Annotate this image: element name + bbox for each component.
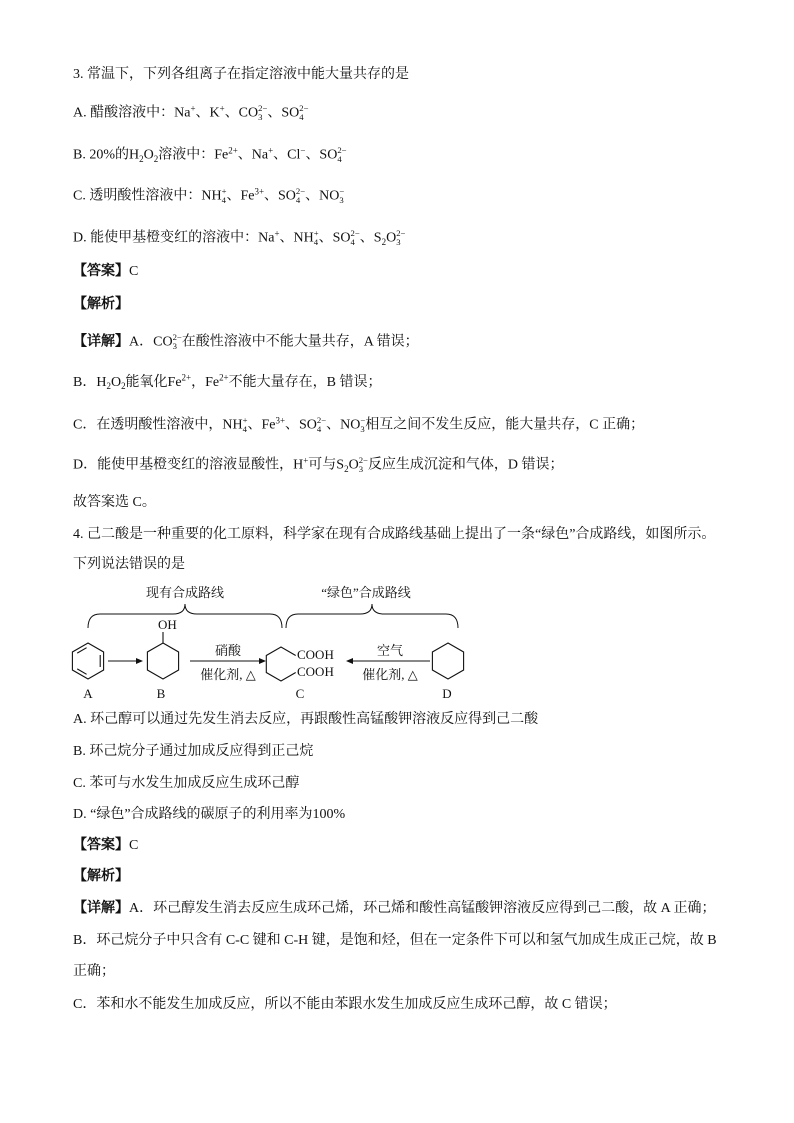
- reagent-air: 空气: [376, 643, 404, 658]
- cyclohexane-ring: [147, 643, 178, 679]
- atom-count-subscript: 4: [295, 194, 301, 205]
- charge-superscript: +: [242, 415, 248, 425]
- text-run: C．苯和水不能发生加成反应，所以不能由苯跟水发生加成反应生成环己醇，故 C 错误；: [73, 997, 617, 1012]
- q3-stem: [73, 66, 409, 84]
- charge-superscript: 2−: [295, 186, 306, 196]
- compound-label-d: D: [442, 686, 452, 701]
- text-run: 下列说法错误的是: [73, 557, 185, 572]
- hydroxyl-group-label: OH: [158, 617, 177, 632]
- cyclohexanol-structure: [147, 617, 178, 701]
- charge-superscript: 2−: [358, 455, 368, 465]
- atom-count-subscript: 3: [258, 111, 263, 122]
- benzene-ring: [72, 643, 103, 679]
- text-run: 、SO: [285, 417, 317, 433]
- superscript: 2+: [228, 145, 238, 156]
- text-run: A. 环己醇可以通过先发生消去反应，再跟酸性高锰酸钾溶液反应得到己二酸: [73, 712, 539, 727]
- subscript: 2: [139, 153, 144, 164]
- text-run: 、Cl: [273, 147, 301, 163]
- atom-count-subscript: 4: [313, 236, 319, 247]
- text-run: 、NO: [305, 188, 340, 204]
- text-run: 相互之间不发生反应，能大量共存，C 正确；: [365, 417, 645, 433]
- text-run: 、SO: [305, 147, 338, 163]
- compound-label-a: A: [83, 686, 93, 701]
- reagent-nitric-acid: 硝酸: [214, 643, 242, 658]
- charge-superscript: +: [221, 186, 227, 196]
- charge-superscript: −: [360, 415, 366, 425]
- superscript: +: [274, 228, 280, 239]
- arrow-d-to-c: [346, 643, 430, 682]
- carbon-chain: [266, 647, 295, 681]
- q4-option-a: [73, 711, 538, 729]
- text-run: 3. 常温下，下列各组离子在指定溶液中能大量共存的是: [73, 67, 409, 82]
- q3-option-a: [73, 104, 309, 123]
- reaction-condition-1: 催化剂, △: [200, 667, 256, 682]
- charge-superscript: −: [339, 186, 345, 196]
- charge-superscript: 2−: [316, 415, 327, 425]
- text-run: C: [129, 838, 139, 853]
- subscript: 2: [153, 153, 159, 164]
- q4-answer: [73, 837, 138, 855]
- q4-explanation-b-cont: [73, 963, 115, 981]
- q3-explanation-d: [73, 456, 564, 475]
- q3-option-b: [73, 146, 347, 165]
- q4-option-c: [73, 775, 299, 793]
- charge-superscript: 2−: [258, 103, 268, 113]
- text-run: C. 苯可与水发生加成反应生成环己醇: [73, 776, 300, 791]
- carboxyl-group-top: COOH: [297, 647, 334, 662]
- adipic-acid-structure: [266, 647, 334, 701]
- q4-analysis-heading: [73, 868, 129, 886]
- atom-count-subscript: 3: [172, 340, 177, 351]
- ion-sub-sup: [359, 456, 368, 473]
- text-run: B. 20%的H: [73, 147, 140, 163]
- q3-explanation-c: [73, 416, 644, 435]
- text-run: 、NO: [326, 417, 361, 433]
- superscript: +: [219, 103, 225, 114]
- text-run: 、SO: [264, 188, 296, 204]
- q3-conclusion: [73, 494, 156, 512]
- charge-superscript: 2−: [396, 228, 406, 238]
- q3-explanation-b: [73, 374, 381, 392]
- q4-explanation-b: [73, 932, 717, 950]
- text-run: 、SO: [318, 230, 351, 246]
- superscript: +: [303, 455, 309, 466]
- ion-sub-sup: [258, 104, 267, 121]
- q4-explanation-a: [73, 900, 715, 918]
- text-run: B．环己烷分子中只含有 C-C 键和 C-H 键，是饱和烃，但在一定条件下可以和氢气加成生成正己烷，故 B: [73, 933, 717, 948]
- text-run: C: [129, 264, 139, 279]
- ion-sub-sup: [339, 187, 344, 204]
- text-run: 、S: [359, 230, 382, 246]
- atom-count-subscript: 4: [337, 153, 342, 164]
- bold-label: 【解析】: [73, 297, 129, 312]
- charge-superscript: 2−: [350, 228, 360, 238]
- text-run: 、NH: [279, 230, 314, 246]
- text-run: O: [143, 147, 154, 163]
- text-run: A．CO: [129, 334, 173, 350]
- text-run: O: [110, 375, 122, 390]
- superscript: 3+: [275, 415, 285, 426]
- synthesis-route-diagram: [0, 578, 794, 708]
- text-run: C．在透明酸性溶液中，NH: [73, 417, 243, 433]
- ion-sub-sup: [296, 187, 305, 204]
- text-run: 、Na: [237, 147, 269, 163]
- q3-explanation-a: [73, 333, 419, 352]
- superscript: +: [190, 103, 196, 114]
- charge-superscript: 2−: [337, 145, 347, 155]
- superscript: −: [300, 145, 306, 156]
- atom-count-subscript: 4: [316, 423, 322, 434]
- text-run: 、SO: [267, 105, 300, 121]
- q4-option-b: [73, 743, 313, 761]
- text-run: D．能使甲基橙变红的溶液显酸性，H: [73, 457, 304, 473]
- text-run: 能氧化Fe: [125, 375, 182, 390]
- arrow-b-to-c: [190, 643, 266, 682]
- compound-label-b: B: [156, 686, 166, 701]
- text-run: D. 能使甲基橙变红的溶液中：Na: [73, 230, 275, 246]
- charge-superscript: 2−: [172, 332, 182, 342]
- text-run: 溶液中：Fe: [158, 147, 229, 163]
- superscript: +: [268, 145, 274, 156]
- text-run: 、Fe: [226, 188, 255, 204]
- compound-label-c: C: [295, 686, 305, 701]
- superscript: 2+: [219, 372, 229, 383]
- q3-answer: [73, 263, 138, 281]
- subscript: 2: [381, 236, 387, 247]
- text-run: 在酸性溶液中不能大量共存，A 错误；: [181, 334, 419, 350]
- ion-sub-sup: [173, 333, 182, 350]
- atom-count-subscript: 3: [396, 236, 401, 247]
- superscript: 2+: [181, 372, 192, 383]
- subscript: 2: [121, 381, 126, 392]
- q4-stem-line-1: [73, 526, 715, 544]
- atom-count-subscript: 3: [339, 194, 344, 205]
- text-run: ，Fe: [191, 375, 220, 390]
- atom-count-subscript: 4: [242, 423, 247, 434]
- text-run: 、Fe: [247, 417, 276, 433]
- green-route-brace: [286, 604, 458, 628]
- existing-route-label: 现有合成路线: [145, 585, 225, 600]
- subscript: 2: [106, 381, 111, 392]
- cyclohexane-structure: [432, 643, 463, 701]
- bold-label: 【详解】: [73, 901, 129, 916]
- ion-sub-sup: [317, 416, 326, 433]
- text-run: B. 环己烷分子通过加成反应得到正己烷: [73, 744, 314, 759]
- reaction-condition-2: 催化剂, △: [362, 667, 418, 682]
- subscript: 2: [344, 463, 349, 474]
- green-route-group: [286, 585, 458, 628]
- text-run: 正确；: [73, 964, 115, 979]
- text-run: A．环己醇发生消去反应生成环己烯，环己烯和酸性高锰酸钾溶液反应得到己二酸，故 A 正确；: [129, 901, 716, 916]
- q3-option-d: [73, 229, 405, 248]
- atom-count-subscript: 4: [350, 236, 355, 247]
- q3-option-c: [73, 187, 344, 206]
- superscript: 3+: [254, 186, 264, 197]
- q4-stem-line-2: [73, 556, 185, 574]
- q4-option-d: [73, 806, 345, 824]
- bold-label: 【答案】: [73, 838, 129, 853]
- ion-sub-sup: [396, 229, 405, 246]
- existing-route-brace: [88, 604, 282, 628]
- q3-analysis-heading: [73, 296, 129, 314]
- atom-count-subscript: 3: [358, 463, 364, 474]
- ion-sub-sup: [351, 229, 360, 246]
- cyclohexane-ring: [432, 643, 463, 679]
- text-run: O: [386, 230, 397, 246]
- text-run: 、CO: [224, 105, 259, 121]
- text-run: B．H: [73, 375, 107, 390]
- ion-sub-sup: [337, 146, 346, 163]
- text-run: 不能大量存在，B 错误；: [228, 375, 382, 390]
- atom-count-subscript: 3: [360, 423, 365, 434]
- charge-superscript: +: [313, 228, 319, 238]
- benzene-structure: [72, 643, 103, 701]
- bold-label: 【答案】: [73, 264, 129, 279]
- bold-label: 【解析】: [73, 869, 129, 884]
- atom-count-subscript: 4: [299, 111, 304, 122]
- text-run: D. “绿色”合成路线的碳原子的利用率为100%: [73, 807, 346, 822]
- text-run: O: [348, 457, 359, 473]
- text-run: 4. 己二酸是一种重要的化工原料，科学家在现有合成路线基础上提出了一条“绿色”合成路线，如图所示。: [73, 527, 716, 542]
- existing-route-group: [88, 585, 282, 628]
- bold-label: 【详解】: [73, 334, 129, 350]
- ion-sub-sup: [299, 104, 308, 121]
- atom-count-subscript: 4: [221, 194, 226, 205]
- text-run: A. 醋酸溶液中：Na: [73, 105, 191, 121]
- charge-superscript: 2−: [299, 103, 309, 113]
- text-run: 可与S: [308, 457, 345, 473]
- green-route-label: “绿色”合成路线: [321, 585, 411, 600]
- text-run: C. 透明酸性溶液中：NH: [73, 188, 222, 204]
- text-run: 反应生成沉淀和气体，D 错误；: [367, 457, 564, 473]
- carboxyl-group-bottom: COOH: [297, 664, 334, 679]
- arrow-a-to-b: [108, 658, 143, 664]
- text-run: 故答案选 C。: [73, 495, 156, 510]
- text-run: 、K: [195, 105, 220, 121]
- q4-explanation-c: [73, 996, 617, 1014]
